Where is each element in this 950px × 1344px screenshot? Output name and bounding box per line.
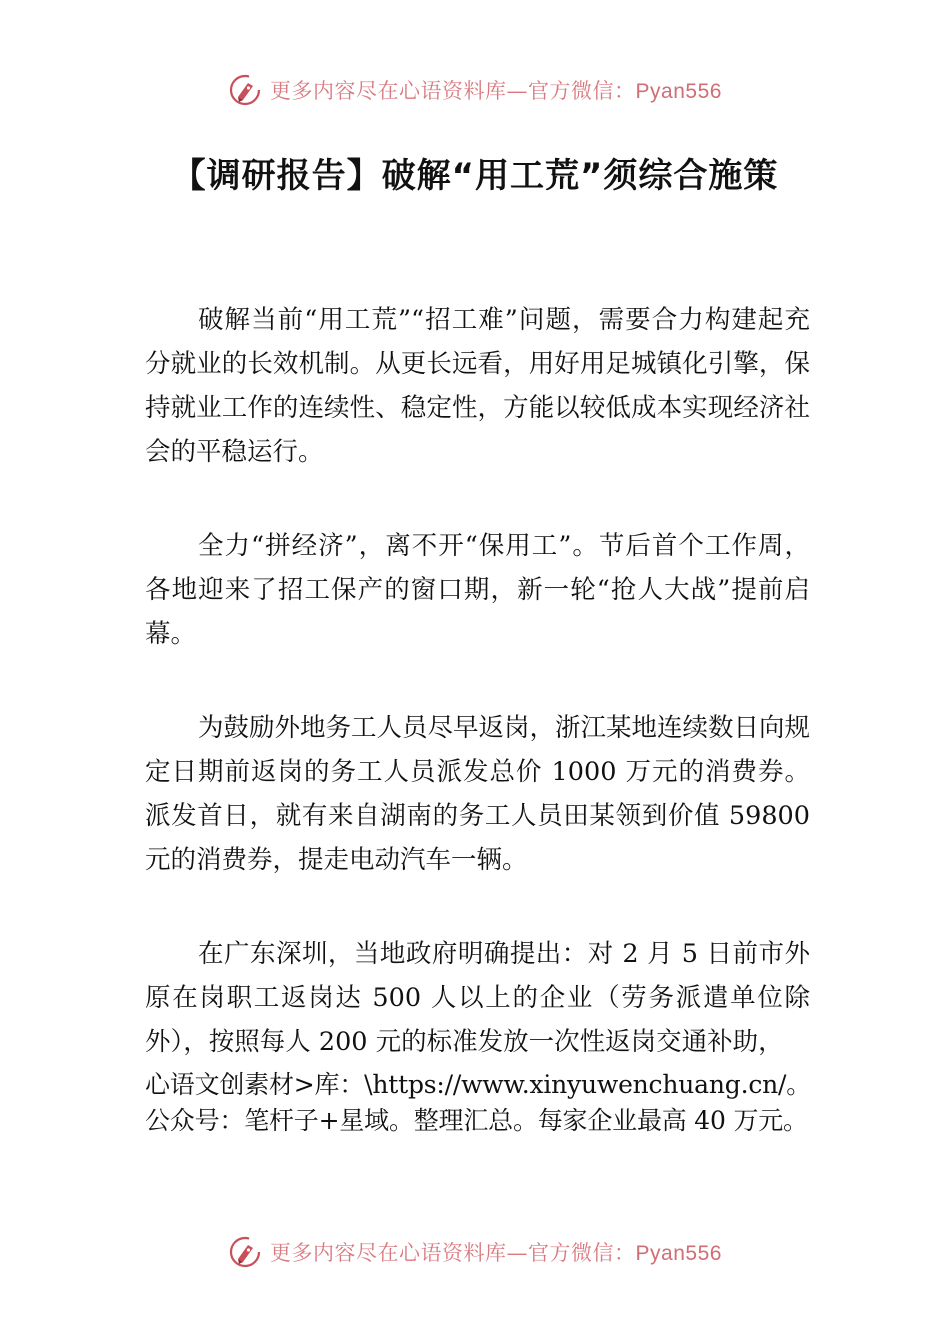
document-title: 【调研报告】破解“用工荒”须综合施策	[171, 156, 779, 196]
watermark-footer	[0, 1232, 950, 1272]
paragraph-4: 在广东深圳，当地政府明确提出：对 2 月 5 日前市外原在岗职工返岗达 500 人以上的企业（劳务派遣单位除外），按照每人 200 元的标准发放一次性返岗交通补助，	[145, 939, 810, 1057]
paragraph-3: 为鼓励外地务工人员尽早返岗，浙江某地连续数日向规定日期前返岗的务工人员派发总价 1000 万元的消费券。派发首日，就有来自湖南的务工人员田某领到价值 59800 元的消费券，提走电动汽车一辆。	[145, 713, 811, 875]
pen-nib-logo-icon	[228, 73, 262, 107]
watermark-header	[0, 70, 950, 110]
wechat-id: Pyan556	[635, 80, 722, 103]
watermark-text: 更多内容尽在心语资料库—官方微信：Pyan556	[270, 1241, 722, 1265]
source-account-line: 公众号：笔杆子+星域。整理汇总。每家企业最高 40 万元。	[145, 1106, 808, 1135]
wechat-id: Pyan556	[635, 1242, 722, 1265]
source-link-line: 心语文创素材>库：\https://www.xinyuwenchuang.cn/。	[145, 1070, 812, 1099]
watermark-text: 更多内容尽在心语资料库—官方微信：Pyan556	[270, 79, 722, 103]
pen-nib-logo-icon	[228, 1235, 262, 1269]
paragraph-1: 破解当前“用工荒”“招工难”问题，需要合力构建起充分就业的长效机制。从更长远看，用好用足城镇化引擎，保持就业工作的连续性、稳定性，方能以较低成本实现经济社会的平稳运行。	[145, 305, 810, 467]
document-body	[145, 298, 810, 1136]
paragraph-2: 全力“拼经济”，离不开“保用工”。节后首个工作周，各地迎来了招工保产的窗口期，新一轮“抢人大战”提前启幕。	[145, 531, 810, 649]
